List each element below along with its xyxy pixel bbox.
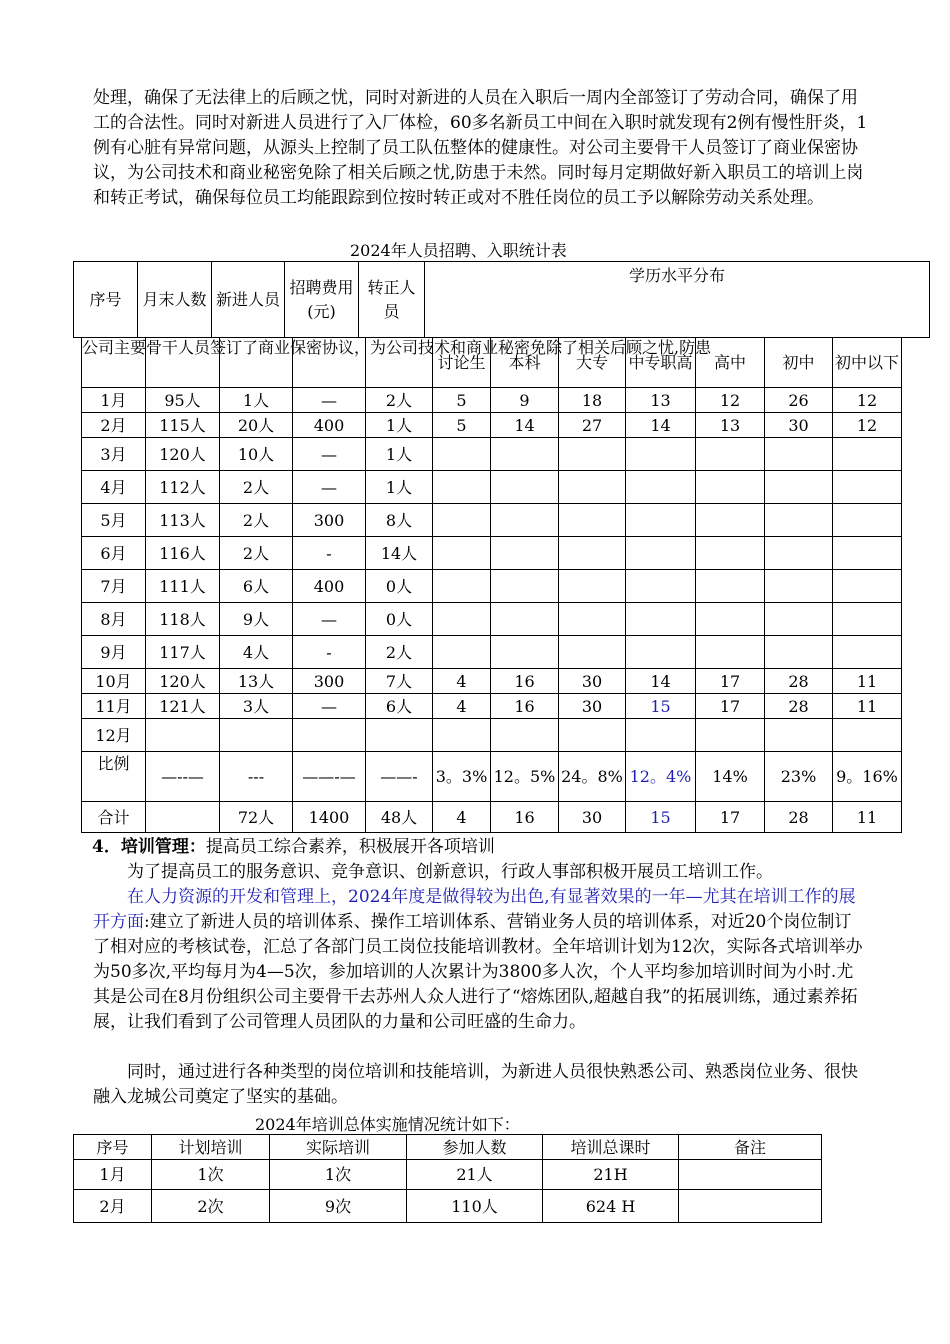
table-cell: —	[293, 388, 366, 413]
training-header-row	[74, 1135, 822, 1160]
table-cell: 18	[559, 388, 626, 413]
table-cell: 0人	[366, 570, 433, 603]
table-cell	[559, 636, 626, 669]
table-cell	[679, 1160, 822, 1190]
table-cell: 4人	[220, 636, 293, 669]
table-cell	[491, 504, 559, 537]
table-cell: —	[293, 694, 366, 719]
ratio-cell: 23%	[765, 752, 833, 802]
training-header-cell: 实际培训	[270, 1135, 407, 1160]
table-cell: 14	[491, 413, 559, 438]
table-cell: 1人	[366, 413, 433, 438]
table-cell	[433, 636, 491, 669]
table-cell	[626, 537, 696, 570]
table-cell: 4	[433, 669, 491, 694]
table-cell	[833, 603, 902, 636]
table-row	[74, 1160, 822, 1190]
table-cell	[765, 471, 833, 504]
header-edu-1: 本科	[491, 338, 559, 388]
table-cell	[491, 438, 559, 471]
table-cell: 400	[293, 570, 366, 603]
table-cell: 12	[833, 413, 902, 438]
table-cell	[433, 438, 491, 471]
table-cell: 400	[293, 413, 366, 438]
table-cell	[491, 636, 559, 669]
recruitment-table-header	[73, 261, 930, 338]
table-cell: 121人	[146, 694, 220, 719]
table-cell: 27	[559, 413, 626, 438]
table-cell	[220, 719, 293, 752]
table-cell: 12	[696, 388, 765, 413]
table-cell: 115人	[146, 413, 220, 438]
table-cell: 1次	[270, 1160, 407, 1190]
table-cell: 20人	[220, 413, 293, 438]
table-cell: 1人	[366, 471, 433, 504]
table-cell: —	[293, 438, 366, 471]
table-cell: —	[293, 603, 366, 636]
table-cell	[696, 719, 765, 752]
table-cell: 2次	[152, 1190, 270, 1223]
total-row	[82, 802, 902, 833]
table-cell	[765, 570, 833, 603]
total-cell: 16	[491, 802, 559, 833]
section-4-title: 4．培训管理：	[92, 837, 206, 857]
table-cell: 2人	[220, 504, 293, 537]
table-cell	[626, 603, 696, 636]
table-cell: 9	[491, 388, 559, 413]
table-cell	[765, 504, 833, 537]
table-cell: 117人	[146, 636, 220, 669]
total-cell: 4	[433, 802, 491, 833]
table-row	[82, 669, 902, 694]
table-cell: -	[293, 636, 366, 669]
table-cell: 7人	[366, 669, 433, 694]
header-no: 序号	[74, 262, 138, 338]
header-edu-2: 大专	[559, 338, 626, 388]
table-cell	[559, 603, 626, 636]
table-cell: 13人	[220, 669, 293, 694]
table-cell	[696, 537, 765, 570]
table-cell	[765, 537, 833, 570]
ratio-cell: 14%	[696, 752, 765, 802]
table-cell: 30	[559, 694, 626, 719]
table-cell	[626, 438, 696, 471]
table2-caption: 2024年培训总体实施情况统计如下：	[255, 1115, 520, 1134]
table-row	[82, 537, 902, 570]
table-row	[82, 694, 902, 719]
table-cell: 300	[293, 504, 366, 537]
table-cell	[559, 537, 626, 570]
header-edu-5: 初中	[765, 338, 833, 388]
ratio-cell: 9。16%	[833, 752, 902, 802]
table-cell: 110人	[407, 1190, 543, 1223]
table-cell	[433, 570, 491, 603]
table-cell	[626, 504, 696, 537]
table-cell: 3人	[220, 694, 293, 719]
table-cell: 13	[626, 388, 696, 413]
table-cell	[559, 719, 626, 752]
training-header-cell: 备注	[679, 1135, 822, 1160]
table-cell	[491, 537, 559, 570]
table-cell	[626, 570, 696, 603]
header-month-end: 月末人数	[138, 262, 212, 338]
table-row	[82, 603, 902, 636]
table-cell: 26	[765, 388, 833, 413]
table-cell	[626, 636, 696, 669]
table-row	[82, 413, 902, 438]
table-cell: 10人	[220, 438, 293, 471]
total-cell: 15	[626, 802, 696, 833]
table-cell	[833, 537, 902, 570]
table-cell	[833, 636, 902, 669]
table-row	[82, 570, 902, 603]
training-header-cell: 计划培训	[152, 1135, 270, 1160]
table-cell: 120人	[146, 438, 220, 471]
table-cell	[765, 438, 833, 471]
header-education: 学历水平分布	[425, 262, 930, 338]
table-cell	[433, 537, 491, 570]
table-cell: 28	[765, 669, 833, 694]
table1-caption: 2024年人员招聘、入职统计表	[350, 241, 567, 260]
header-edu-4: 高中	[696, 338, 765, 388]
table-cell	[559, 438, 626, 471]
table-cell: 95人	[146, 388, 220, 413]
header-edu-0: 讨论生	[433, 338, 491, 388]
table-cell	[491, 603, 559, 636]
total-cell: 1400	[293, 802, 366, 833]
table-cell: 4	[433, 694, 491, 719]
table-cell	[833, 471, 902, 504]
table-cell: 2人	[220, 471, 293, 504]
table-cell: 6月	[82, 537, 146, 570]
table-cell: 9人	[220, 603, 293, 636]
table-cell: 111人	[146, 570, 220, 603]
table-cell: —	[293, 471, 366, 504]
table-cell: 0人	[366, 603, 433, 636]
table-cell	[696, 570, 765, 603]
meanwhile-paragraph: 同时，通过进行各种类型的岗位培训和技能培训，为新进人员很快熟悉公司、熟悉岗位业务、很快融入龙城公司奠定了坚实的基础。	[93, 1062, 858, 1107]
hr-development-text: :建立了新进人员的培训体系、操作工培训体系、营销业务人员的培训体系，对近20个岗位制订了相对应的考核试卷，汇总了各部门员工岗位技能培训教材。全年培训计划为12次，实际各式培训举办为50多次,平均每月为4—5次，参加培训的人次累计为3800多人次，个人平均参加培训时间为小时.尤其是公司在8月份组织公司主要骨干去苏州人众人进行了“熔炼团队,超越自我”的拓展训练，通过素养拓展，让我们看到了公司管理人员团队的力量和公司旺盛的生命力。	[93, 912, 863, 1032]
table-cell	[559, 570, 626, 603]
header-edu-6: 初中以下	[833, 338, 902, 388]
table-cell	[696, 471, 765, 504]
table-cell	[765, 636, 833, 669]
ratio-cell: 12。4%	[626, 752, 696, 802]
table-cell: 21人	[407, 1160, 543, 1190]
table-cell	[833, 504, 902, 537]
section-4-heading	[92, 835, 867, 860]
table-cell	[679, 1190, 822, 1223]
ratio-cell: ---	[220, 752, 293, 802]
recruitment-table-body	[82, 338, 902, 833]
table-cell: 6人	[366, 694, 433, 719]
table-cell: 5	[433, 388, 491, 413]
training-intro-paragraph: 为了提高员工的服务意识、竞争意识、创新意识，行政人事部积极开展员工培训工作。	[127, 862, 773, 882]
table-cell	[146, 719, 220, 752]
table-cell: 16	[491, 669, 559, 694]
table-cell	[559, 471, 626, 504]
table-cell: 15	[626, 694, 696, 719]
table-cell: 12	[833, 388, 902, 413]
table-cell: 11	[833, 694, 902, 719]
table-cell: 113人	[146, 504, 220, 537]
total-cell: 48人	[366, 802, 433, 833]
training-table-body	[74, 1135, 822, 1223]
table-cell: 116人	[146, 537, 220, 570]
training-header-cell: 序号	[74, 1135, 152, 1160]
table-cell	[433, 603, 491, 636]
table-cell: 1月	[74, 1160, 152, 1190]
table-row	[82, 719, 902, 752]
table-cell: 112人	[146, 471, 220, 504]
total-cell	[146, 802, 220, 833]
table-cell: 30	[765, 413, 833, 438]
table-cell	[491, 570, 559, 603]
table-cell: 2月	[74, 1190, 152, 1223]
intro-paragraph: 处理，确保了无法律上的后顾之忧，同时对新进的人员在入职后一周内全部签订了劳动合同，确保了用工的合法性。同时对新进人员进行了入厂体检，60多名新员工中间在入职时就发现有2例有慢性肝炎，1例有心脏有异常问题，从源头上控制了员工队伍整体的健康性。对公司主要骨干人员签订了商业保密协议，为公司技术和商业秘密免除了相关后顾之忧,防患于未然。同时每月定期做好新入职员工的培训上岗和转正考试，确保每位员工均能跟踪到位按时转正或对不胜任岗位的员工予以解除劳动关系处理。	[93, 88, 868, 208]
table-row	[74, 1190, 822, 1223]
table-cell: 1人	[220, 388, 293, 413]
table-cell: 1次	[152, 1160, 270, 1190]
ratio-cell: 比例	[82, 752, 146, 802]
ratio-cell: 12。5%	[491, 752, 559, 802]
table-cell: 3月	[82, 438, 146, 471]
table-cell: 1人	[366, 438, 433, 471]
training-table	[73, 1134, 822, 1223]
table-cell	[765, 719, 833, 752]
total-cell: 72人	[220, 802, 293, 833]
table-cell	[833, 570, 902, 603]
table-row	[82, 504, 902, 537]
header-new-hires: 新进人员	[212, 262, 285, 338]
header-overflow-note: 公司主要骨干人员签订了商业保密协议，为公司技术和商业秘密免除了相关后顾之忧,防患	[82, 338, 146, 388]
header-cost: 招聘费用(元)	[285, 262, 359, 338]
education-header-row	[82, 338, 902, 388]
table-cell	[696, 603, 765, 636]
table-cell	[696, 504, 765, 537]
table-cell: 7月	[82, 570, 146, 603]
table-cell: 11	[833, 669, 902, 694]
total-cell: 17	[696, 802, 765, 833]
table-cell	[696, 438, 765, 471]
table-cell: 5	[433, 413, 491, 438]
table-cell: 300	[293, 669, 366, 694]
ratio-cell: 24。8%	[559, 752, 626, 802]
table-cell	[833, 719, 902, 752]
total-cell: 28	[765, 802, 833, 833]
table-cell: 17	[696, 669, 765, 694]
table-cell: 11月	[82, 694, 146, 719]
table-cell: 118人	[146, 603, 220, 636]
table-cell: 9次	[270, 1190, 407, 1223]
table-cell: 2人	[366, 388, 433, 413]
table-cell: 4月	[82, 471, 146, 504]
table-cell: 2人	[366, 636, 433, 669]
table-cell: -	[293, 537, 366, 570]
table-cell	[626, 471, 696, 504]
hr-development-highlight: 在人力资源的开发和管理上，2024年度是做得较为出色,有显著效果的一年—尤其在培训工作的展开方面	[93, 887, 856, 932]
table-cell: 21H	[543, 1160, 679, 1190]
hr-development-paragraph	[93, 885, 868, 1035]
header-edu-3: 中专职高	[626, 338, 696, 388]
recruitment-table	[81, 337, 902, 833]
table-cell	[559, 504, 626, 537]
table-cell: 14	[626, 413, 696, 438]
table-row	[82, 438, 902, 471]
ratio-cell: ——-	[366, 752, 433, 802]
table-cell: 17	[696, 694, 765, 719]
table-cell: 5月	[82, 504, 146, 537]
total-cell: 合计	[82, 802, 146, 833]
section-4-subtitle: 提高员工综合素养，积极展开各项培训	[205, 837, 495, 857]
table-cell: 6人	[220, 570, 293, 603]
table-cell	[433, 719, 491, 752]
ratio-cell: ——-—	[293, 752, 366, 802]
table-cell: 12月	[82, 719, 146, 752]
table-row	[82, 388, 902, 413]
table-cell	[696, 636, 765, 669]
total-cell: 11	[833, 802, 902, 833]
table-cell	[833, 438, 902, 471]
table-cell	[491, 471, 559, 504]
table-cell: 14人	[366, 537, 433, 570]
table-cell: 2月	[82, 413, 146, 438]
table-cell: 120人	[146, 669, 220, 694]
table-cell: 28	[765, 694, 833, 719]
training-header-cell: 参加人数	[407, 1135, 543, 1160]
table-cell	[433, 504, 491, 537]
table-cell: 8人	[366, 504, 433, 537]
table-cell: 16	[491, 694, 559, 719]
table-cell	[626, 719, 696, 752]
table-cell	[765, 603, 833, 636]
table-cell: 8月	[82, 603, 146, 636]
table-row	[82, 636, 902, 669]
table-cell: 14	[626, 669, 696, 694]
table-cell: 10月	[82, 669, 146, 694]
table-cell: 2人	[220, 537, 293, 570]
table-cell	[491, 719, 559, 752]
table-cell: 624 H	[543, 1190, 679, 1223]
header-confirm: 转正人员	[359, 262, 425, 338]
ratio-row	[82, 752, 902, 802]
training-header-cell: 培训总课时	[543, 1135, 679, 1160]
table-cell: 13	[696, 413, 765, 438]
table-cell: 1月	[82, 388, 146, 413]
table-cell	[293, 719, 366, 752]
table-cell	[366, 719, 433, 752]
table-row	[82, 471, 902, 504]
ratio-cell: —--—	[146, 752, 220, 802]
table-cell	[433, 471, 491, 504]
table-cell: 30	[559, 669, 626, 694]
total-cell: 30	[559, 802, 626, 833]
ratio-cell: 3。3%	[433, 752, 491, 802]
table-cell: 9月	[82, 636, 146, 669]
